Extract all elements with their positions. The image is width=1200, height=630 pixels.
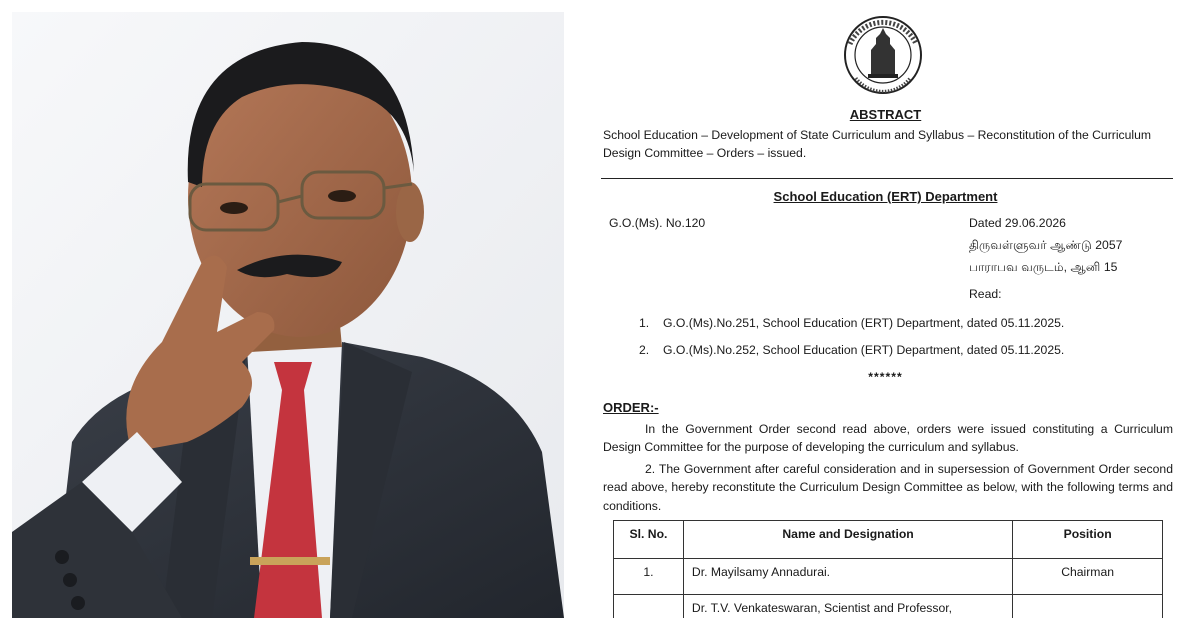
- abstract-text: School Education – Development of State Curriculum and Syllabus – Reconstitution of the Curriculum Design Committee – Orders – issued.: [603, 128, 1152, 161]
- cell-name: Dr. Mayilsamy Annadurai.: [683, 559, 1012, 595]
- reference-text: G.O.(Ms).No.251, School Education (ERT) Department, dated 05.11.2025.: [663, 316, 1065, 330]
- table-row: [614, 595, 1163, 619]
- portrait-photo: [12, 12, 564, 618]
- reference-text: G.O.(Ms).No.252, School Education (ERT) Department, dated 05.11.2025.: [663, 343, 1065, 358]
- table-header-row: [614, 521, 1163, 559]
- cell-name: Dr. T.V. Venkateswaran, Scientist and Professor,: [683, 595, 1012, 619]
- reference-item: [639, 341, 1064, 359]
- header-name: Name and Designation: [683, 521, 1012, 559]
- table-row: [614, 559, 1163, 595]
- tamil-year: திருவள்ளுவர் ஆண்டு 2057: [969, 238, 1123, 252]
- government-order-document: [583, 12, 1188, 618]
- divider: [601, 178, 1173, 179]
- cell-position: [1013, 595, 1163, 619]
- reference-number: 2.: [639, 343, 650, 358]
- go-number: G.O.(Ms). No.120: [609, 216, 706, 230]
- order-heading: ORDER:-: [603, 400, 659, 415]
- dated-line: Dated 29.06.2026: [969, 216, 1066, 230]
- reference-item: [639, 314, 1064, 332]
- read-label: Read:: [969, 287, 1002, 301]
- cell-position: Chairman: [1013, 559, 1163, 595]
- reference-number: 1.: [639, 316, 650, 330]
- tamil-month: பாராபவ வருடம், ஆனி 15: [969, 260, 1118, 274]
- order-paragraph-2: 2. The Government after careful consideration and in supersession of Government Order second read above, hereby reconstitute the Curriculum Design Committee as below, with the following terms and conditions.: [603, 462, 1173, 513]
- header-position: Position: [1013, 521, 1163, 559]
- state-emblem-seal: [838, 14, 928, 96]
- order-paragraph-1: In the Government Order second read above, orders were issued constituting a Curriculum Design Committee for the purpose of developing the curriculum and syllabus.: [603, 422, 1173, 455]
- header-sl-no: Sl. No.: [614, 521, 684, 559]
- department-heading: School Education (ERT) Department: [773, 189, 998, 204]
- cell-sl-no: 1.: [614, 559, 684, 595]
- abstract-title: ABSTRACT: [849, 107, 922, 122]
- portrait-illustration: [12, 12, 564, 618]
- section-separator: ******: [868, 370, 903, 384]
- cell-sl-no: [614, 595, 684, 619]
- tie-clip: [250, 557, 330, 565]
- reference-list: [639, 314, 1064, 369]
- committee-table: [613, 520, 1163, 618]
